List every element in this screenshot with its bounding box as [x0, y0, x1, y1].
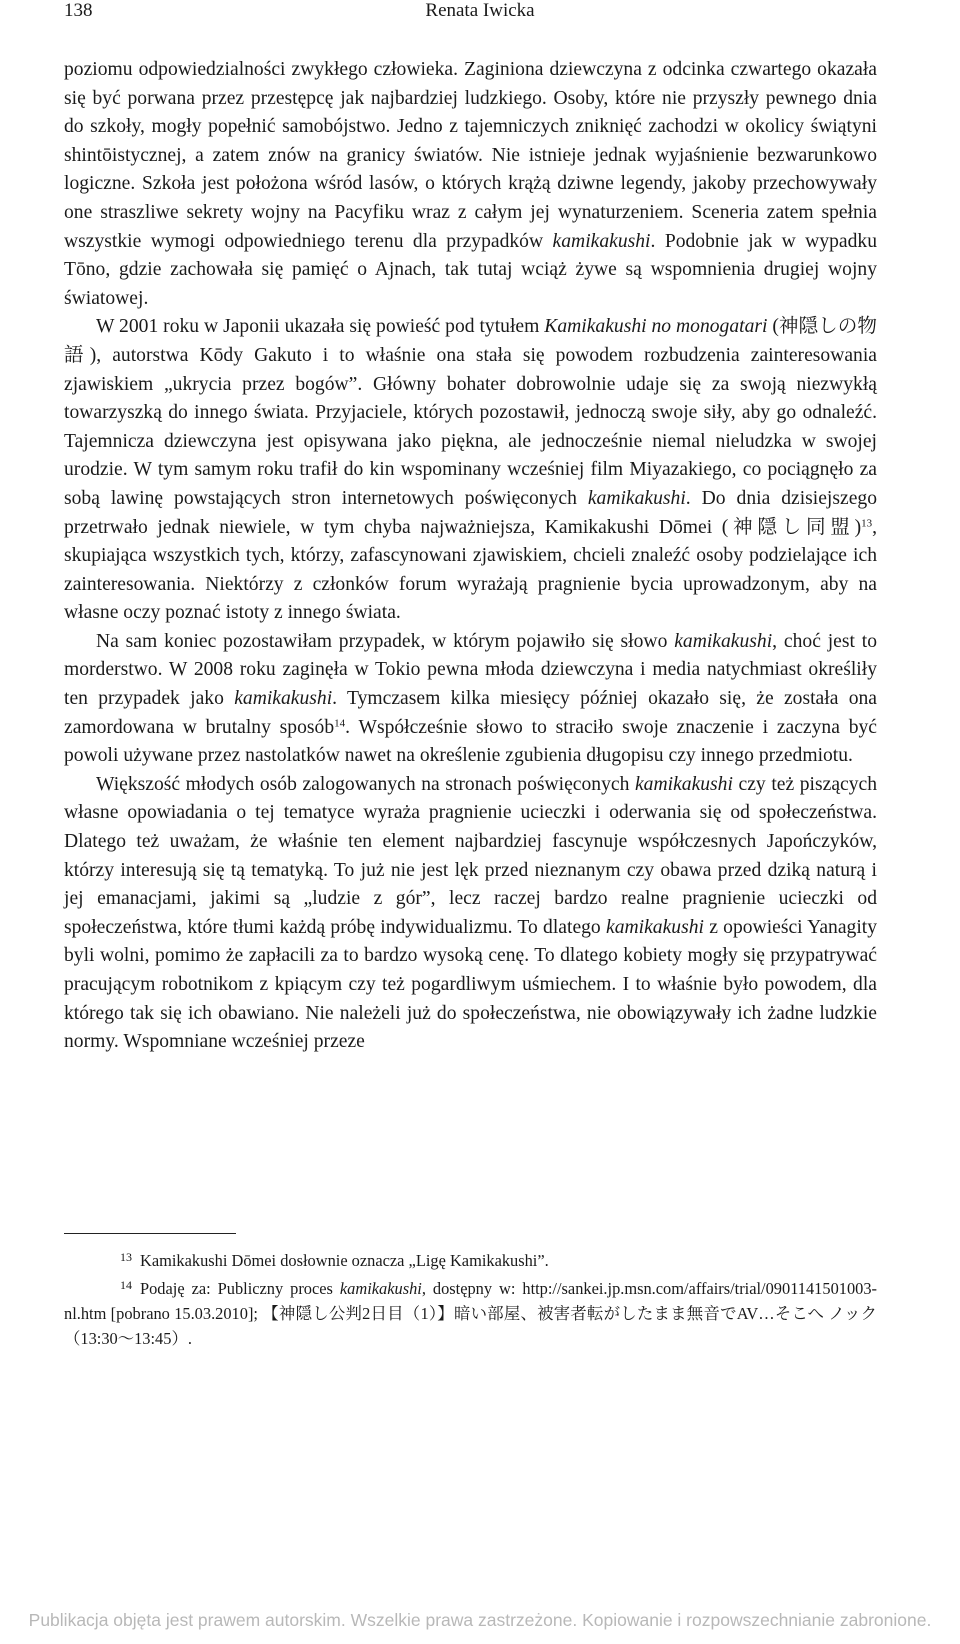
text-run: , choć jest to morderstwo. W 2008 roku zaginęła w Tokio pewna młoda dziewczyna i media natychmiast określiły ten przypadek jako — [64, 630, 878, 710]
italic-term: kamikakushi — [606, 916, 704, 938]
footnote-separator — [64, 1233, 236, 1234]
footnote-text — [64, 1279, 877, 1348]
text-run: , dostępny w: http://sankei.jp.msn.com/affairs/trial/0901141501003-nl.htm [pobrano 15.03.2010]; 【神隠し公判2日目（1）】暗い部屋、被害者転がしたまま無音でAV…そこへ ノック（13:30〜13:45）. — [64, 1278, 878, 1348]
footnote — [64, 1245, 877, 1273]
copyright-notice: Publikacja objęta jest prawem autorskim. Wszelkie prawa zastrzeżone. Kopiowanie i rozpowszechnianie zabronione. — [28, 1610, 932, 1630]
italic-term: kamikakushi — [234, 688, 333, 710]
text-run: czy też piszących własne opowiadania o tej tematyce wyraża pragnienie ucieczki i oderwania się od społeczeństwa. Dlatego też uważam, że właśnie ten element najbardziej fascynuje współczesnych Japończyków, którzy interesują się tą tematyką. To już nie jest lęk przed nieznanym czy obawa przed dziką naturą i jej emanacjami, jakimi są „ludzie z gór”, lecz raczej bardzo realne pragnienie ucieczki od społeczeństwa, które tłumi każdą próbę indywidualizmu. To dlatego — [64, 773, 878, 938]
text-run: W 2001 roku w Japonii ukazała się powieść pod tytułem — [96, 316, 545, 338]
text-run: poziomu odpowiedzialności zwykłego człowieka. Zaginiona dziewczyna z odcinka czwartego okazała się być porwana przez przestępcę jak najbardziej ludzkiego. Osoby, które nie przyszły pewnego dnia do szkoły, mogły popełnić samobójstwo. Jedno z tajemniczych zniknięć zachodzi w okolicy świątyni shintōistycznej, a zatem znów na granicy światów. Nie istnieje jednak wyjaśnienie bezwarunkowo logiczne. Szkoła jest położona wśród lasów, o których krążą dziwne legendy, jakoby przechowywały one straszliwe sekrety wojny na Pacyfiku wraz z całym jej wynaturzeniem. Sceneria zatem spełnia wszystkie wymogi odpowiedniego terenu dla przypadków — [64, 59, 877, 252]
footnote-number: 14 — [120, 1277, 132, 1292]
text-run: Na sam koniec pozostawiłam przypadek, w którym pojawiło się słowo — [96, 630, 675, 652]
italic-term: kamikakushi — [339, 1278, 422, 1298]
text-run: (神隠しの物語), autorstwa Kōdy Gakuto i to właśnie ona stała się powodem rozbudzenia zainteresowania zjawiskiem „ukrycia przez bogów”. Główny bohater dobrowolnie udaje się za swoją niezwykłą towarzyszką do innego świata. Przyjaciele, których pozostawił, jednoczą swoje siły, aby go odnaleźć. Tajemnicza dziewczyna jest opisywana jako piękna, ale jednocześnie niemal nieludzka w swojej urodzie. W tym samym roku trafił do kin wspominany wcześniej film Miyazakiego, co pociągnęło za sobą lawinę powstających stron internetowych poświęconych — [64, 316, 877, 509]
text-run: . Podobnie jak w wypadku Tōno, gdzie zachowała się pamięć o Ajnach, tak tutaj wciąż żywe są wspomnienia drugiej wojny światowej. — [64, 230, 877, 309]
paragraph — [64, 628, 877, 771]
text-run: . Do dnia dzisiejszego przetrwało jednak niewiele, w tym chyba najważniejsza, Kamikakushi Dōmei (神隠し同盟) — [64, 487, 877, 538]
paragraph — [64, 771, 877, 1057]
text-run: , skupiająca wszystkich tych, którzy, zafascynowani zjawiskiem, chcieli znaleźć osoby podzielające ich zainteresowania. Niektórzy z członków forum wyrażają pragnienie bycia uprowadzonym, aby na własne oczy poznać istoty z innego świata. — [64, 516, 877, 624]
italic-term: kamikakushi — [587, 487, 686, 509]
footnote-ref: 13 — [861, 516, 873, 529]
footnote-text — [140, 1251, 549, 1270]
text-run: Kamikakushi Dōmei dosłownie oznacza „Ligę Kamikakushi”. — [140, 1250, 549, 1270]
running-head: Renata Iwicka — [425, 0, 535, 21]
footnote-ref: 14 — [334, 717, 346, 730]
italic-term: kamikakushi — [634, 773, 733, 795]
text-run: . Współcześnie słowo to straciło swoje znaczenie i zaczyna być powoli używane przez nastolatków nawet na określenie zgubienia długopisu czy innego przedmiotu. — [64, 716, 877, 767]
text-run: z opowieści Yanagity byli wolni, pomimo że zapłacili za to bardzo wysoką cenę. To dlatego kobiety mogły się przypatrywać pracującym robotnikom z kpiącym czy też pogardliwym uśmiechem. I to właśnie było powodem, dla którego tak się ich obawiano. Nie należeli już do społeczeństwa, nie obowiązywały ich żadne ludzkie normy. Wspomniane wcześniej przeze — [64, 916, 877, 1053]
italic-term: kamikakushi — [552, 230, 651, 252]
footnote — [64, 1273, 877, 1351]
text-run: Większość młodych osób zalogowanych na stronach poświęconych — [96, 773, 635, 795]
text-run: . Tymczasem kilka miesięcy później okazało się, że została ona zamordowana w brutalny sposób — [64, 688, 877, 738]
page-header — [0, 0, 960, 30]
paragraph — [64, 56, 877, 313]
italic-term: Kamikakushi no monogatari — [544, 316, 768, 338]
body-text — [64, 56, 877, 1057]
footnotes — [64, 1245, 877, 1351]
italic-term: kamikakushi — [674, 630, 773, 652]
paragraph — [64, 313, 877, 628]
text-run: Podaję za: Publiczny proces — [140, 1278, 340, 1298]
footnote-number: 13 — [120, 1250, 132, 1264]
page-number: 138 — [64, 0, 93, 21]
